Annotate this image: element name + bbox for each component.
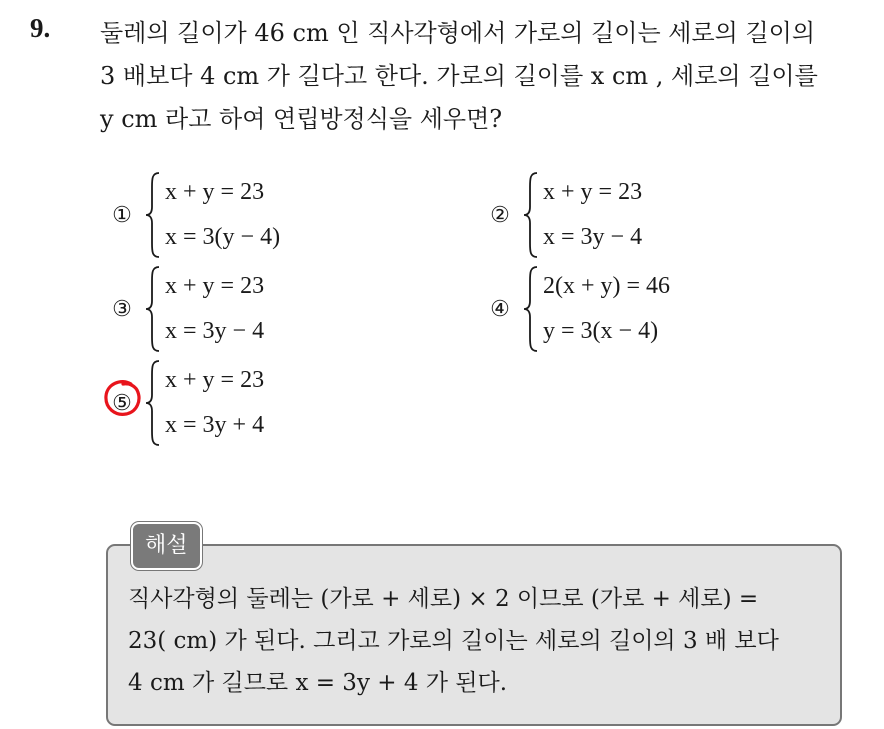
brace-icon [145, 359, 161, 447]
equation: x + y = 23 [165, 367, 265, 393]
brace-icon [145, 171, 161, 259]
brace-icon [523, 265, 539, 353]
brace-icon [145, 265, 161, 353]
solution-line: 4 cm 가 길므로 x = 3y + 4 가 된다. [128, 670, 508, 696]
equation: x + y = 23 [165, 179, 265, 205]
brace-icon [523, 171, 539, 259]
equation-system [165, 170, 280, 260]
question-line: 둘레의 길이가 46 cm 인 직사각형에서 가로의 길이는 세로의 길이의 [100, 19, 815, 47]
question-line: y cm 라고 하여 연립방정식을 세우면? [100, 105, 503, 133]
question-line: 3 배보다 4 cm 가 길다고 한다. 가로의 길이를 x cm , 세로의 길이를 [100, 62, 818, 90]
solution-text [128, 578, 779, 704]
option-marker: ① [112, 202, 132, 228]
answer-circle-icon [101, 376, 145, 420]
equation-system [543, 264, 670, 354]
option-marker: ③ [112, 296, 132, 322]
equation: x + y = 23 [165, 273, 265, 299]
question-number: 9. [30, 13, 51, 43]
question-text [100, 12, 870, 141]
option-2[interactable] [485, 170, 642, 260]
equation: x = 3y − 4 [543, 224, 643, 250]
option-3[interactable] [107, 264, 264, 354]
solution-label: 해설 [131, 522, 202, 570]
option-4[interactable] [485, 264, 670, 354]
solution-line: 23( cm) 가 된다. 그리고 가로의 길이는 세로의 길이의 3 배 보다 [128, 628, 779, 654]
option-marker: ④ [490, 296, 510, 322]
equation-system [165, 264, 264, 354]
equation-system [165, 358, 264, 448]
solution-line: 직사각형의 둘레는 (가로 + 세로) × 2 이므로 (가로 + 세로) = [128, 586, 759, 612]
option-marker: ⑤ [112, 390, 132, 416]
option-1[interactable] [107, 170, 280, 260]
equation: x + y = 23 [543, 179, 643, 205]
equation: x = 3(y − 4) [165, 224, 281, 250]
equation: 2(x + y) = 46 [543, 273, 671, 299]
equation: x = 3y + 4 [165, 412, 265, 438]
equation: x = 3y − 4 [165, 318, 265, 344]
equation: y = 3(x − 4) [543, 318, 659, 344]
option-marker: ② [490, 202, 510, 228]
equation-system [543, 170, 642, 260]
